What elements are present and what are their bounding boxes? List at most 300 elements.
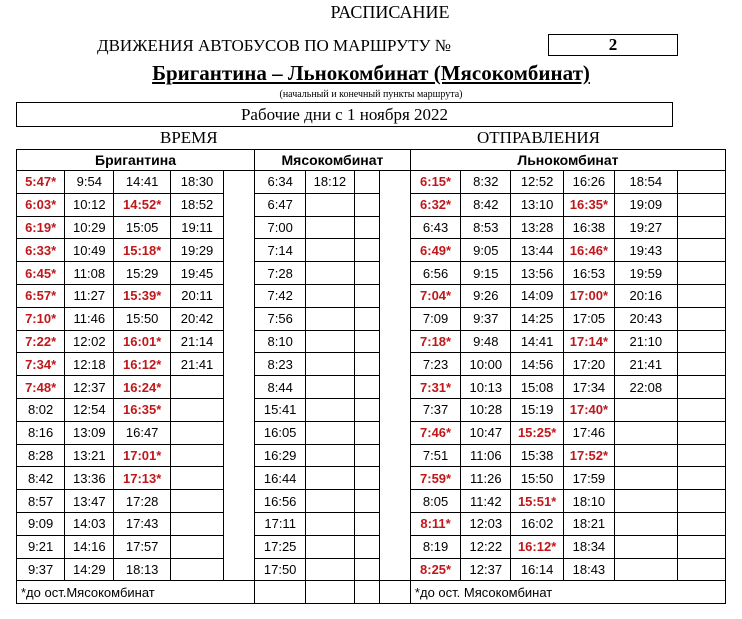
time-cell: 14:56	[511, 353, 563, 376]
empty-cell	[677, 284, 725, 307]
time-cell: 20:11	[170, 284, 223, 307]
time-cell	[170, 467, 223, 490]
time-cell: 19:29	[170, 239, 223, 262]
empty-cell	[380, 558, 411, 581]
schedule-row	[17, 353, 726, 376]
time-cell: 14:16	[65, 535, 114, 558]
time-cell: 6:03*	[17, 193, 65, 216]
empty-cell	[677, 444, 725, 467]
time-cell: 14:09	[511, 284, 563, 307]
time-cell: 6:47	[255, 193, 306, 216]
time-cell: 21:41	[170, 353, 223, 376]
schedule-row	[17, 193, 726, 216]
empty-cell	[380, 376, 411, 399]
time-cell: 7:48*	[17, 376, 65, 399]
time-cell: 16:12*	[114, 353, 170, 376]
time-cell: 16:35*	[563, 193, 614, 216]
schedule-row	[17, 444, 726, 467]
schedule-row	[17, 376, 726, 399]
time-cell: 12:02	[65, 330, 114, 353]
footnote-cell	[380, 581, 411, 604]
empty-cell	[354, 535, 380, 558]
empty-cell	[677, 307, 725, 330]
time-cell: 13:56	[511, 262, 563, 285]
time-cell: 6:56	[410, 262, 460, 285]
time-cell: 10:47	[461, 421, 511, 444]
time-cell: 8:11*	[410, 512, 460, 535]
time-cell	[170, 444, 223, 467]
time-cell: 7:23	[410, 353, 460, 376]
time-cell: 14:41	[511, 330, 563, 353]
time-cell: 5:47*	[17, 171, 65, 194]
empty-cell	[354, 398, 380, 421]
empty-cell	[677, 239, 725, 262]
empty-cell	[354, 216, 380, 239]
empty-cell	[224, 239, 255, 262]
time-cell: 18:12	[306, 171, 354, 194]
empty-cell	[380, 239, 411, 262]
time-cell: 6:32*	[410, 193, 460, 216]
time-cell	[306, 376, 354, 399]
time-cell: 14:03	[65, 512, 114, 535]
empty-cell	[677, 216, 725, 239]
schedule-row	[17, 467, 726, 490]
empty-cell	[354, 239, 380, 262]
empty-cell	[677, 558, 725, 581]
time-cell: 19:11	[170, 216, 223, 239]
empty-cell	[677, 353, 725, 376]
time-cell: 11:06	[461, 444, 511, 467]
route-note: (начальный и конечный пункты маршрута)	[279, 89, 463, 100]
empty-cell	[224, 421, 255, 444]
empty-cell	[380, 193, 411, 216]
time-cell	[306, 262, 354, 285]
time-cell	[306, 216, 354, 239]
time-cell: 7:46*	[410, 421, 460, 444]
time-cell: 14:25	[511, 307, 563, 330]
empty-cell	[677, 398, 725, 421]
time-cell	[170, 398, 223, 421]
time-cell: 9:48	[461, 330, 511, 353]
time-label: ВРЕМЯ	[160, 128, 218, 147]
time-cell: 16:24*	[114, 376, 170, 399]
time-cell: 15:29	[114, 262, 170, 285]
time-cell: 19:45	[170, 262, 223, 285]
time-cell: 7:56	[255, 307, 306, 330]
time-cell: 18:21	[563, 512, 614, 535]
time-cell: 8:44	[255, 376, 306, 399]
empty-cell	[380, 216, 411, 239]
time-cell: 6:45*	[17, 262, 65, 285]
schedule-row	[17, 512, 726, 535]
empty-cell	[677, 512, 725, 535]
schedule-row	[17, 216, 726, 239]
time-cell: 15:05	[114, 216, 170, 239]
time-cell: 20:42	[170, 307, 223, 330]
time-cell: 16:02	[511, 512, 563, 535]
time-cell: 7:04*	[410, 284, 460, 307]
time-cell: 9:05	[461, 239, 511, 262]
empty-cell	[354, 193, 380, 216]
departure-label: ОТПРАВЛЕНИЯ	[477, 128, 600, 147]
schedule-row	[17, 558, 726, 581]
empty-cell	[354, 353, 380, 376]
time-cell: 17:34	[563, 376, 614, 399]
days-label: Рабочие дни с 1 ноября 2022	[16, 102, 673, 127]
time-cell: 6:19*	[17, 216, 65, 239]
time-cell: 15:18*	[114, 239, 170, 262]
time-cell: 16:46*	[563, 239, 614, 262]
time-cell: 9:37	[17, 558, 65, 581]
time-cell: 7:51	[410, 444, 460, 467]
empty-cell	[380, 284, 411, 307]
time-cell: 9:09	[17, 512, 65, 535]
time-cell: 16:47	[114, 421, 170, 444]
time-cell	[306, 558, 354, 581]
footnote-row	[17, 581, 726, 604]
schedule-row	[17, 398, 726, 421]
time-cell	[170, 490, 223, 513]
time-cell: 8:16	[17, 421, 65, 444]
empty-cell	[677, 421, 725, 444]
time-cell: 17:57	[114, 535, 170, 558]
time-cell	[306, 512, 354, 535]
empty-cell	[224, 284, 255, 307]
time-cell: 6:43	[410, 216, 460, 239]
empty-cell	[380, 512, 411, 535]
time-cell: 18:10	[563, 490, 614, 513]
time-cell	[306, 330, 354, 353]
time-cell	[615, 535, 678, 558]
time-cell	[306, 284, 354, 307]
time-cell: 7:34*	[17, 353, 65, 376]
time-cell: 10:12	[65, 193, 114, 216]
empty-cell	[224, 330, 255, 353]
time-cell	[170, 376, 223, 399]
time-cell: 9:54	[65, 171, 114, 194]
time-cell	[170, 535, 223, 558]
schedule-row	[17, 239, 726, 262]
time-cell	[306, 193, 354, 216]
time-cell: 11:42	[461, 490, 511, 513]
empty-cell	[224, 535, 255, 558]
time-cell: 7:28	[255, 262, 306, 285]
time-cell	[306, 353, 354, 376]
time-cell: 15:50	[511, 467, 563, 490]
time-cell: 17:25	[255, 535, 306, 558]
time-cell: 17:20	[563, 353, 614, 376]
footnote-right: *до ост. Мясокомбинат	[410, 581, 725, 604]
time-cell: 15:41	[255, 398, 306, 421]
empty-cell	[354, 512, 380, 535]
time-cell: 21:14	[170, 330, 223, 353]
time-cell: 18:34	[563, 535, 614, 558]
time-cell: 6:49*	[410, 239, 460, 262]
time-cell	[615, 467, 678, 490]
time-cell: 7:09	[410, 307, 460, 330]
time-cell	[615, 512, 678, 535]
time-cell: 13:21	[65, 444, 114, 467]
schedule-row	[17, 490, 726, 513]
time-cell: 17:59	[563, 467, 614, 490]
time-cell: 8:19	[410, 535, 460, 558]
schedule-row	[17, 262, 726, 285]
empty-cell	[677, 330, 725, 353]
empty-cell	[380, 535, 411, 558]
time-cell	[306, 421, 354, 444]
time-cell: 10:29	[65, 216, 114, 239]
empty-cell	[380, 398, 411, 421]
time-cell: 16:35*	[114, 398, 170, 421]
footnote-left: *до ост.Мясокомбинат	[17, 581, 255, 604]
time-cell: 7:42	[255, 284, 306, 307]
time-cell: 9:37	[461, 307, 511, 330]
empty-cell	[224, 490, 255, 513]
time-cell: 13:10	[511, 193, 563, 216]
time-cell	[306, 307, 354, 330]
time-cell: 17:11	[255, 512, 306, 535]
subtitle: ДВИЖЕНИЯ АВТОБУСОВ ПО МАРШРУТУ №	[97, 36, 451, 55]
time-cell: 18:43	[563, 558, 614, 581]
time-cell	[615, 490, 678, 513]
empty-cell	[677, 490, 725, 513]
time-cell	[170, 558, 223, 581]
time-cell: 21:41	[615, 353, 678, 376]
time-cell: 8:53	[461, 216, 511, 239]
empty-cell	[677, 262, 725, 285]
time-cell: 15:51*	[511, 490, 563, 513]
empty-cell	[224, 171, 255, 194]
time-cell: 8:28	[17, 444, 65, 467]
empty-cell	[224, 558, 255, 581]
time-cell: 11:46	[65, 307, 114, 330]
time-cell: 15:08	[511, 376, 563, 399]
time-cell: 6:15*	[410, 171, 460, 194]
time-cell: 18:13	[114, 558, 170, 581]
time-cell: 17:05	[563, 307, 614, 330]
time-cell	[306, 467, 354, 490]
empty-cell	[354, 262, 380, 285]
time-cell: 7:18*	[410, 330, 460, 353]
time-cell: 6:34	[255, 171, 306, 194]
time-cell	[306, 490, 354, 513]
empty-cell	[354, 467, 380, 490]
time-cell: 16:44	[255, 467, 306, 490]
time-cell: 19:43	[615, 239, 678, 262]
schedule-row	[17, 307, 726, 330]
time-cell: 19:59	[615, 262, 678, 285]
time-cell: 22:08	[615, 376, 678, 399]
time-cell: 15:50	[114, 307, 170, 330]
time-cell: 17:28	[114, 490, 170, 513]
time-cell: 12:22	[461, 535, 511, 558]
empty-cell	[677, 193, 725, 216]
time-cell: 16:38	[563, 216, 614, 239]
time-cell: 16:05	[255, 421, 306, 444]
time-cell: 8:57	[17, 490, 65, 513]
time-cell: 18:52	[170, 193, 223, 216]
empty-cell	[380, 490, 411, 513]
empty-cell	[354, 307, 380, 330]
empty-cell	[354, 421, 380, 444]
empty-cell	[380, 421, 411, 444]
time-cell: 7:10*	[17, 307, 65, 330]
stops-header-row	[17, 150, 726, 171]
time-cell: 18:30	[170, 171, 223, 194]
empty-cell	[354, 284, 380, 307]
time-cell: 12:52	[511, 171, 563, 194]
time-cell: 15:25*	[511, 421, 563, 444]
empty-cell	[224, 193, 255, 216]
time-cell: 17:50	[255, 558, 306, 581]
schedule-row	[17, 171, 726, 194]
time-cell: 16:14	[511, 558, 563, 581]
time-cell: 17:00*	[563, 284, 614, 307]
empty-cell	[380, 330, 411, 353]
time-cell: 16:56	[255, 490, 306, 513]
time-cell: 21:10	[615, 330, 678, 353]
empty-cell	[224, 444, 255, 467]
empty-cell	[354, 444, 380, 467]
time-cell: 7:14	[255, 239, 306, 262]
time-cell: 8:23	[255, 353, 306, 376]
time-cell: 8:32	[461, 171, 511, 194]
time-cell: 15:38	[511, 444, 563, 467]
empty-cell	[354, 558, 380, 581]
time-cell: 17:14*	[563, 330, 614, 353]
empty-cell	[677, 171, 725, 194]
time-cell: 8:05	[410, 490, 460, 513]
empty-cell	[380, 467, 411, 490]
time-cell: 17:13*	[114, 467, 170, 490]
empty-cell	[380, 262, 411, 285]
time-cell: 10:49	[65, 239, 114, 262]
footnote-cell	[354, 581, 380, 604]
time-cell: 14:52*	[114, 193, 170, 216]
time-cell: 8:02	[17, 398, 65, 421]
time-cell: 7:59*	[410, 467, 460, 490]
time-cell: 12:54	[65, 398, 114, 421]
time-cell: 8:10	[255, 330, 306, 353]
time-cell: 11:26	[461, 467, 511, 490]
time-cell: 12:18	[65, 353, 114, 376]
schedule-body	[17, 171, 726, 581]
empty-cell	[380, 307, 411, 330]
time-cell: 16:29	[255, 444, 306, 467]
time-cell: 6:33*	[17, 239, 65, 262]
schedule-row	[17, 284, 726, 307]
time-cell: 11:27	[65, 284, 114, 307]
time-cell: 17:01*	[114, 444, 170, 467]
time-cell: 13:36	[65, 467, 114, 490]
time-cell: 9:26	[461, 284, 511, 307]
time-cell: 18:54	[615, 171, 678, 194]
time-cell: 16:53	[563, 262, 614, 285]
stop-brigantina: Бригантина	[17, 150, 255, 171]
time-cell	[306, 239, 354, 262]
time-cell: 13:44	[511, 239, 563, 262]
time-cell: 20:43	[615, 307, 678, 330]
page-title: РАСПИСАНИЕ	[330, 2, 450, 22]
time-cell	[306, 398, 354, 421]
time-cell: 17:43	[114, 512, 170, 535]
time-cell: 17:46	[563, 421, 614, 444]
time-cell: 12:37	[461, 558, 511, 581]
time-cell: 14:29	[65, 558, 114, 581]
time-cell: 15:19	[511, 398, 563, 421]
empty-cell	[354, 171, 380, 194]
route-name: Бригантина – Льнокомбинат (Мясокомбинат)	[152, 61, 590, 85]
time-cell	[615, 558, 678, 581]
time-cell: 16:26	[563, 171, 614, 194]
time-cell: 6:57*	[17, 284, 65, 307]
time-cell: 7:31*	[410, 376, 460, 399]
empty-cell	[224, 512, 255, 535]
empty-cell	[677, 535, 725, 558]
time-cell: 13:28	[511, 216, 563, 239]
empty-cell	[677, 467, 725, 490]
empty-cell	[224, 376, 255, 399]
time-cell: 17:52*	[563, 444, 614, 467]
footnote-cell	[255, 581, 306, 604]
time-cell: 9:15	[461, 262, 511, 285]
empty-cell	[224, 398, 255, 421]
footnote-cell	[306, 581, 354, 604]
time-cell: 11:08	[65, 262, 114, 285]
empty-cell	[224, 467, 255, 490]
stop-myasokombinat: Мясокомбинат	[255, 150, 411, 171]
schedule-row	[17, 421, 726, 444]
time-cell	[306, 444, 354, 467]
schedule-row	[17, 535, 726, 558]
time-cell	[615, 398, 678, 421]
time-cell: 13:47	[65, 490, 114, 513]
time-cell	[170, 512, 223, 535]
time-cell: 10:13	[461, 376, 511, 399]
time-cell	[615, 421, 678, 444]
empty-cell	[224, 216, 255, 239]
time-cell	[170, 421, 223, 444]
empty-cell	[677, 376, 725, 399]
time-cell: 13:09	[65, 421, 114, 444]
time-cell: 9:21	[17, 535, 65, 558]
stop-lnokombinat: Льнокомбинат	[410, 150, 725, 171]
time-cell: 17:40*	[563, 398, 614, 421]
time-cell: 16:01*	[114, 330, 170, 353]
time-cell	[306, 535, 354, 558]
time-cell	[615, 444, 678, 467]
empty-cell	[224, 262, 255, 285]
time-cell: 8:25*	[410, 558, 460, 581]
time-cell: 7:22*	[17, 330, 65, 353]
time-cell: 14:41	[114, 171, 170, 194]
time-cell: 15:39*	[114, 284, 170, 307]
time-cell: 19:09	[615, 193, 678, 216]
route-number: 2	[548, 34, 678, 56]
empty-cell	[354, 376, 380, 399]
time-cell: 8:42	[17, 467, 65, 490]
empty-cell	[354, 330, 380, 353]
empty-cell	[354, 490, 380, 513]
time-cell: 12:37	[65, 376, 114, 399]
schedule-table	[16, 149, 726, 604]
empty-cell	[224, 353, 255, 376]
empty-cell	[224, 307, 255, 330]
time-cell: 10:28	[461, 398, 511, 421]
time-cell: 7:37	[410, 398, 460, 421]
empty-cell	[380, 444, 411, 467]
time-cell: 20:16	[615, 284, 678, 307]
